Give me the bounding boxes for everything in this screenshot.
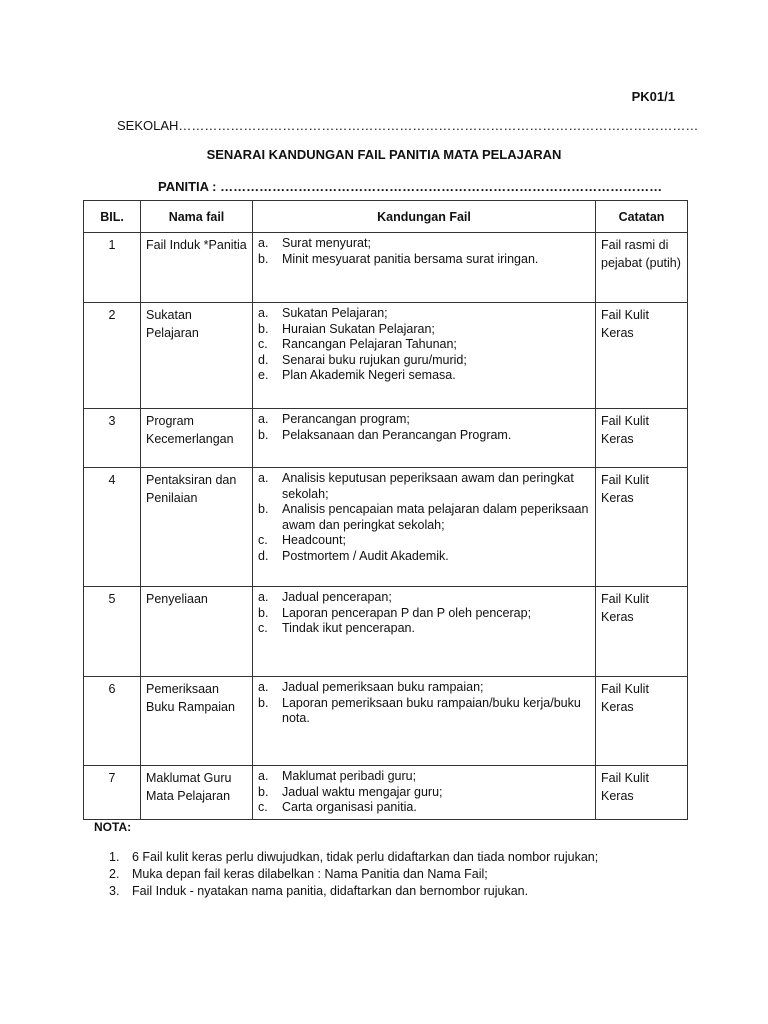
item-letter: a. [258,590,269,604]
cell-bil: 2 [84,303,141,409]
list-item [258,696,590,727]
table-row [84,233,688,303]
list-item [258,252,590,268]
list-item [258,785,590,801]
table-row [84,303,688,409]
table-row [84,677,688,766]
nota-text: Fail Induk - nyatakan nama panitia, didaftarkan dan bernombor rujukan. [132,884,529,898]
cell-nama-fail: Pentaksiran dan Penilaian [141,468,253,587]
table-row [84,587,688,677]
item-text: Sukatan Pelajaran; [282,306,388,320]
item-letter: b. [258,695,269,710]
cell-nama-fail: Penyeliaan [141,587,253,677]
item-letter: c. [258,337,268,351]
item-letter: b. [258,251,269,266]
item-text: Huraian Sukatan Pelajaran; [282,321,435,336]
nota-label: NOTA: [94,820,132,834]
list-item [258,680,590,696]
item-text: Carta organisasi panitia. [282,800,417,814]
cell-kandungan-fail [253,587,596,677]
nota-text: 6 Fail kulit keras perlu diwujudkan, tidak perlu didaftarkan dan tiada nombor rujukan; [132,850,599,864]
cell-nama-fail: Sukatan Pelajaran [141,303,253,409]
cell-nama-fail: Maklumat Guru Mata Pelajaran [141,766,253,820]
nota-number: 3. [109,884,120,898]
cell-kandungan-fail [253,766,596,820]
kandungan-list [258,471,590,564]
item-letter: a. [258,769,269,783]
list-item [258,322,590,338]
list-item [258,306,590,322]
cell-kandungan-fail [253,409,596,468]
list-item [258,412,590,428]
header-catatan: Catatan [596,201,688,233]
cell-catatan: Fail Kulit Keras [596,587,688,677]
header-nama-fail: Nama fail [141,201,253,233]
list-item [258,368,590,384]
nota-text: Muka depan fail keras dilabelkan : Nama Panitia dan Nama Fail; [132,867,488,881]
item-letter: a. [258,306,269,320]
kandungan-list [258,590,590,637]
list-item [258,606,590,622]
list-item [258,428,590,444]
nota-item [109,849,709,866]
kandungan-list [258,306,590,384]
list-item [258,590,590,606]
nota-item [109,883,709,900]
cell-kandungan-fail [253,303,596,409]
item-letter: d. [258,352,269,367]
header-bil: BIL. [84,201,141,233]
cell-kandungan-fail [253,233,596,303]
cell-bil: 5 [84,587,141,677]
item-text: Minit mesyuarat panitia bersama surat iringan. [282,251,539,266]
cell-kandungan-fail [253,677,596,766]
item-text: Pelaksanaan dan Perancangan Program. [282,427,512,442]
kandungan-list [258,680,590,727]
cell-catatan: Fail Kulit Keras [596,677,688,766]
cell-nama-fail: Program Kecemerlangan [141,409,253,468]
kandungan-list [258,236,590,267]
item-text: Perancangan program; [282,412,410,426]
item-text: Surat menyurat; [282,236,371,250]
item-letter: a. [258,680,269,694]
table-row [84,468,688,587]
cell-catatan: Fail Kulit Keras [596,303,688,409]
item-text: Laporan pemeriksaan buku rampaian/buku kerja/buku nota. [282,695,581,725]
item-letter: c. [258,800,268,814]
list-item [258,502,590,533]
item-text: Plan Akademik Negeri semasa. [282,368,456,382]
file-contents-table [83,200,688,820]
cell-catatan: Fail Kulit Keras [596,409,688,468]
cell-catatan: Fail rasmi di pejabat (putih) [596,233,688,303]
item-text: Senarai buku rujukan guru/murid; [282,352,467,367]
document-title: SENARAI KANDUNGAN FAIL PANITIA MATA PELAJARAN [206,147,562,162]
item-text: Analisis keputusan peperiksaan awam dan peringkat sekolah; [282,471,574,501]
cell-catatan: Fail Kulit Keras [596,766,688,820]
item-letter: e. [258,368,269,382]
nota-number: 2. [109,867,120,881]
list-item [258,533,590,549]
table-header-row [84,201,688,233]
item-text: Laporan pencerapan P dan P oleh pencerap; [282,605,532,620]
cell-bil: 7 [84,766,141,820]
panitia-line: PANITIA : ………………………………………………………………………………………… [158,179,663,194]
item-letter: d. [258,548,269,563]
item-text: Headcount; [282,533,346,547]
item-text: Postmortem / Audit Akademik. [282,548,449,563]
list-item [258,800,590,816]
list-item [258,337,590,353]
cell-kandungan-fail [253,468,596,587]
cell-catatan: Fail Kulit Keras [596,468,688,587]
nota-item [109,866,709,883]
item-letter: b. [258,427,269,442]
item-text: Analisis pencapaian mata pelajaran dalam peperiksaan awam dan peringkat sekolah; [282,502,589,532]
item-letter: c. [258,621,268,635]
list-item [258,236,590,252]
table-row [84,409,688,468]
cell-bil: 3 [84,409,141,468]
item-letter: b. [258,502,269,516]
cell-bil: 6 [84,677,141,766]
item-letter: a. [258,236,269,250]
list-item [258,769,590,785]
list-item [258,621,590,637]
item-text: Jadual pencerapan; [282,590,392,604]
list-item [258,471,590,502]
item-text: Jadual waktu mengajar guru; [282,784,443,799]
cell-bil: 4 [84,468,141,587]
item-letter: b. [258,784,269,799]
item-text: Rancangan Pelajaran Tahunan; [282,337,457,351]
header-kandungan-fail: Kandungan Fail [253,201,596,233]
item-letter: a. [258,471,269,485]
kandungan-list [258,769,590,816]
kandungan-list [258,412,590,443]
list-item [258,549,590,565]
table-body [84,233,688,820]
table-row [84,766,688,820]
item-letter: b. [258,321,269,336]
item-text: Maklumat peribadi guru; [282,769,417,783]
list-item [258,353,590,369]
sekolah-line: SEKOLAH………………………………………………………………………………………………………… [117,118,699,133]
form-code: PK01/1 [631,89,675,104]
item-text: Tindak ikut pencerapan. [282,621,415,635]
item-letter: a. [258,412,269,426]
item-letter: b. [258,605,269,620]
cell-nama-fail: Pemeriksaan Buku Rampaian [141,677,253,766]
cell-bil: 1 [84,233,141,303]
nota-number: 1. [109,850,120,864]
item-letter: c. [258,533,268,547]
nota-list [109,849,709,900]
item-text: Jadual pemeriksaan buku rampaian; [282,680,484,694]
cell-nama-fail: Fail Induk *Panitia [141,233,253,303]
